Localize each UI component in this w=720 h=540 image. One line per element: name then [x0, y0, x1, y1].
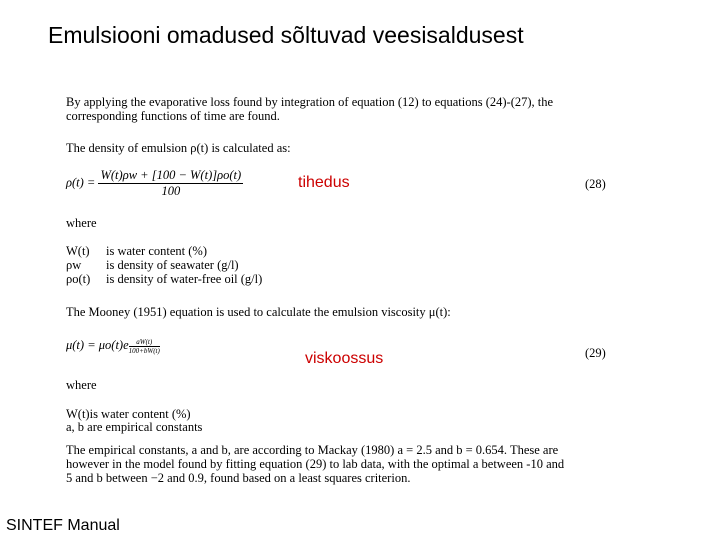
definition-symbol: ρo(t): [66, 272, 91, 286]
closing-line-2: however in the model found by fitting equation (29) to lab data, with the optimal a between -10 and: [66, 457, 565, 471]
viscosity-intro: The Mooney (1951) equation is used to calculate the emulsion viscosity μ(t):: [66, 305, 451, 319]
definition-text: is water content (%): [106, 244, 208, 258]
definition-row: [66, 244, 262, 258]
definition-water-content: W(t)is water content (%): [66, 407, 191, 421]
viscosity-equation: [66, 338, 160, 355]
equation-number-28: (28): [585, 177, 606, 191]
density-equation-denominator: 100: [161, 184, 181, 198]
definition-symbol: ρw: [66, 258, 82, 272]
where-label-2: where: [66, 378, 97, 392]
density-equation-fraction: [98, 168, 243, 199]
density-equation-numerator: W(t)ρw + [100 − W(t)]ρo(t): [100, 168, 242, 182]
definition-symbol: W(t): [66, 244, 90, 258]
closing-line-1: The empirical constants, a and b, are according to Mackay (1980) a = 2.5 and b = 0.654. These are: [66, 443, 559, 457]
slide-footer: SINTEF Manual: [6, 517, 120, 534]
slide-title: Emulsiooni omadused sõltuvad veesisaldusest: [48, 22, 524, 48]
viscosity-exponent-numerator: aW(t): [129, 338, 160, 347]
viscosity-exponent-denominator: 100+bW(t): [128, 347, 160, 355]
density-equation-lhs: ρ(t) =: [66, 175, 96, 190]
closing-line-3: 5 and b between −2 and 0.9, found based on a least squares criterion.: [66, 471, 411, 485]
definitions-list-1: [66, 244, 262, 286]
definition-text: is density of seawater (g/l): [106, 258, 239, 272]
density-annotation: tihedus: [298, 174, 350, 191]
density-equation: [66, 168, 243, 199]
where-label-1: where: [66, 216, 97, 230]
definition-text: is density of water-free oil (g/l): [106, 272, 263, 286]
viscosity-exponent: [129, 338, 160, 355]
density-intro: The density of emulsion ρ(t) is calculated as:: [66, 141, 291, 155]
viscosity-annotation: viskoossus: [305, 350, 384, 367]
definition-empirical-constants: a, b are empirical constants: [66, 420, 203, 434]
equation-number-29: (29): [585, 346, 606, 360]
intro-line-2: corresponding functions of time are found.: [66, 109, 280, 123]
definition-row: [66, 272, 262, 286]
definition-row: [66, 258, 262, 272]
viscosity-equation-lhs: μ(t) = μo(t)e: [66, 338, 129, 352]
intro-line-1: By applying the evaporative loss found by integration of equation (12) to equations (24)-(27), the: [66, 95, 554, 109]
